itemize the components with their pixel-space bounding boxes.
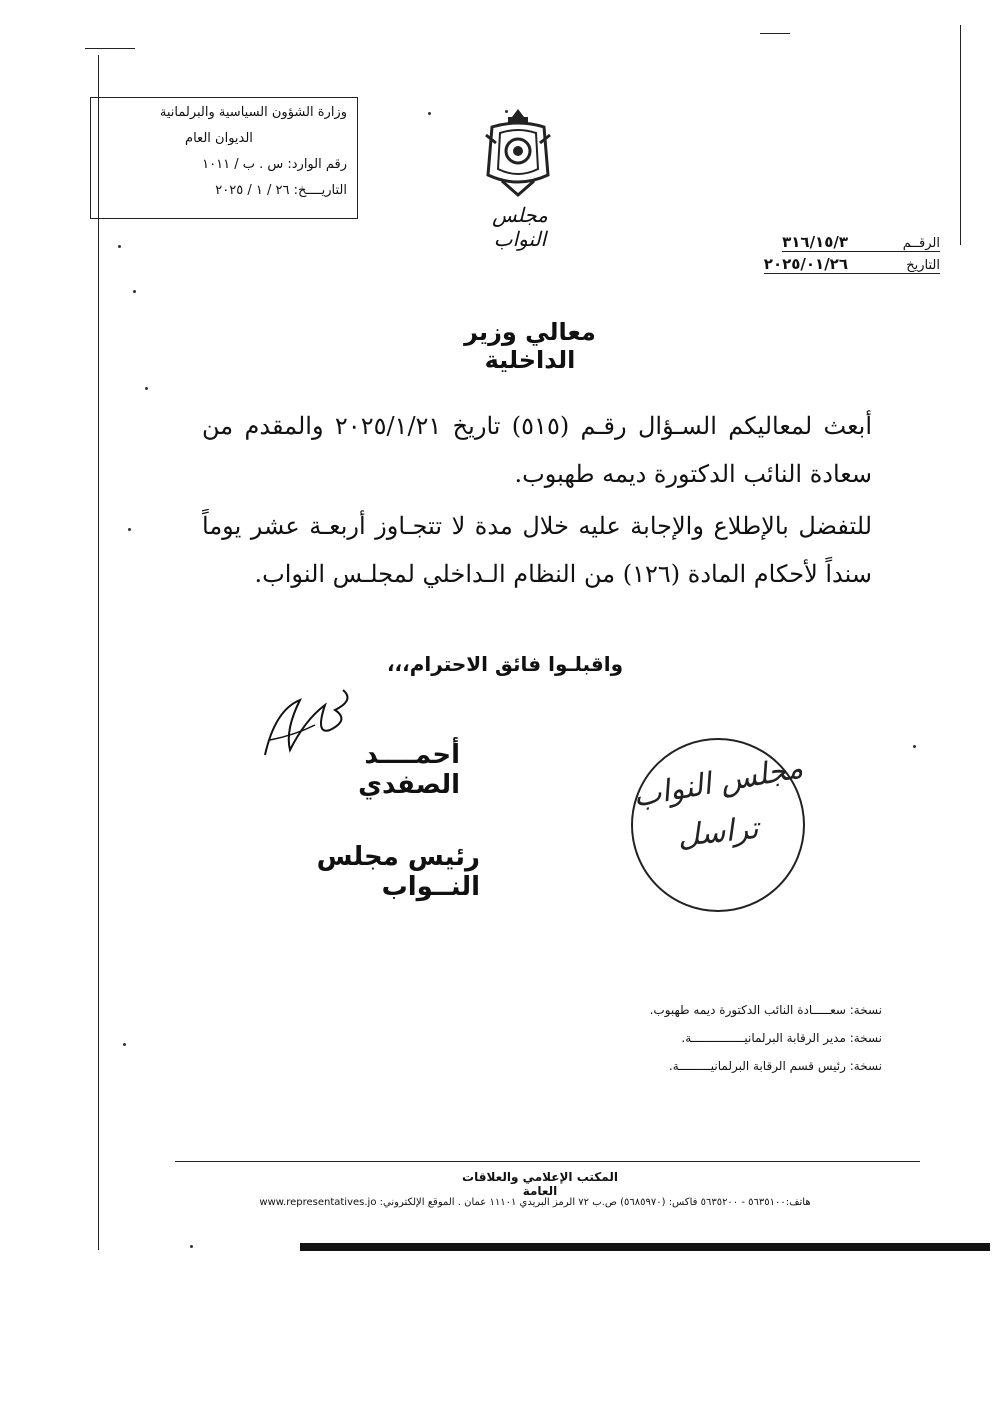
jordan-emblem-icon	[478, 105, 558, 197]
scan-speck	[133, 290, 136, 293]
copy-item: نسخة: سعـــــادة النائب الدكتورة ديمه طهبوب.	[649, 1003, 882, 1017]
ref-value: ٣١٦/١٥/٣	[782, 233, 870, 252]
letter-paragraph-1: أبعث لمعاليكم السـؤال رقـم (٥١٥) تاريخ ٢٠٢٥/١/٢١ والمقدم من سعادة النائب الدكتورة ديمه طهبوب.	[202, 412, 872, 488]
scan-speck	[118, 245, 121, 248]
scan-speck	[190, 1245, 193, 1248]
salutation: معالي وزير الداخلية	[464, 318, 596, 374]
letter-paragraph-2: للتفضل بالإطلاع والإجابة عليه خلال مدة لا تتجـاوز أربعـة عشر يوماً سنداً لأحكام المادة (١٢٦) من النظام الـداخلي لمجلـس النواب.	[202, 512, 872, 588]
seal-text-correspondence: تراسل	[675, 810, 761, 855]
ref-label: الرقــم	[870, 236, 940, 252]
receipt-date: التاريــــخ: ٢٦ / ١ / ٢٠٢٥	[215, 183, 347, 198]
receipt-incoming-number: رقم الوارد: س . ب / ١٠١١	[202, 157, 347, 172]
reference-block	[710, 233, 940, 277]
scan-border-top-right	[760, 33, 790, 34]
date-label: التاريخ	[870, 258, 940, 274]
footer-bottom-bar	[300, 1243, 990, 1251]
copies-list	[542, 996, 882, 1080]
scan-speck	[428, 112, 431, 115]
signer-title: رئيس مجلس النــواب	[316, 842, 480, 902]
signer-name: أحمــــد الصفدي	[358, 740, 460, 800]
copy-item: نسخة: رئيس قسم الرقابة البرلمانيـــــــــة.	[668, 1059, 882, 1073]
council-name-calligraphy: مجلس النواب	[492, 203, 548, 251]
scan-speck	[145, 387, 148, 390]
closing-phrase: واقبلـوا فائق الاحترام،،،	[386, 652, 624, 676]
receipt-department: الديوان العام	[185, 131, 253, 146]
date-value: ٢٠٢٥/٠١/٢٦	[764, 255, 870, 274]
scan-border-right	[960, 25, 961, 245]
receipt-ministry: وزارة الشؤون السياسية والبرلمانية	[159, 105, 347, 120]
council-seal	[628, 735, 808, 915]
scan-border-top	[85, 48, 135, 49]
scan-speck	[123, 1043, 126, 1046]
seal-text-council: مجلس النواب	[630, 750, 806, 815]
copy-item: نسخة: مدير الرقابة البرلمانيـــــــــــــــة.	[681, 1031, 882, 1045]
footer-title: المكتب الإعلامي والعلاقات العامة	[462, 1170, 618, 1198]
scan-border-left	[98, 55, 99, 1250]
ministry-receipt-stamp	[90, 97, 358, 219]
scan-speck	[128, 528, 131, 531]
scan-speck	[913, 745, 916, 748]
footer-contact-info: هاتف:٥٦٣٥١٠٠ - ٥٦٣٥٢٠٠ فاكس: (٥٦٨٥٩٧٠) ص.ب ٧٢ الرمز البريدي ١١١٠١ عمان . الموقع الإلكتروني: www.representatives.jo	[259, 1197, 811, 1208]
footer-divider	[175, 1161, 920, 1162]
